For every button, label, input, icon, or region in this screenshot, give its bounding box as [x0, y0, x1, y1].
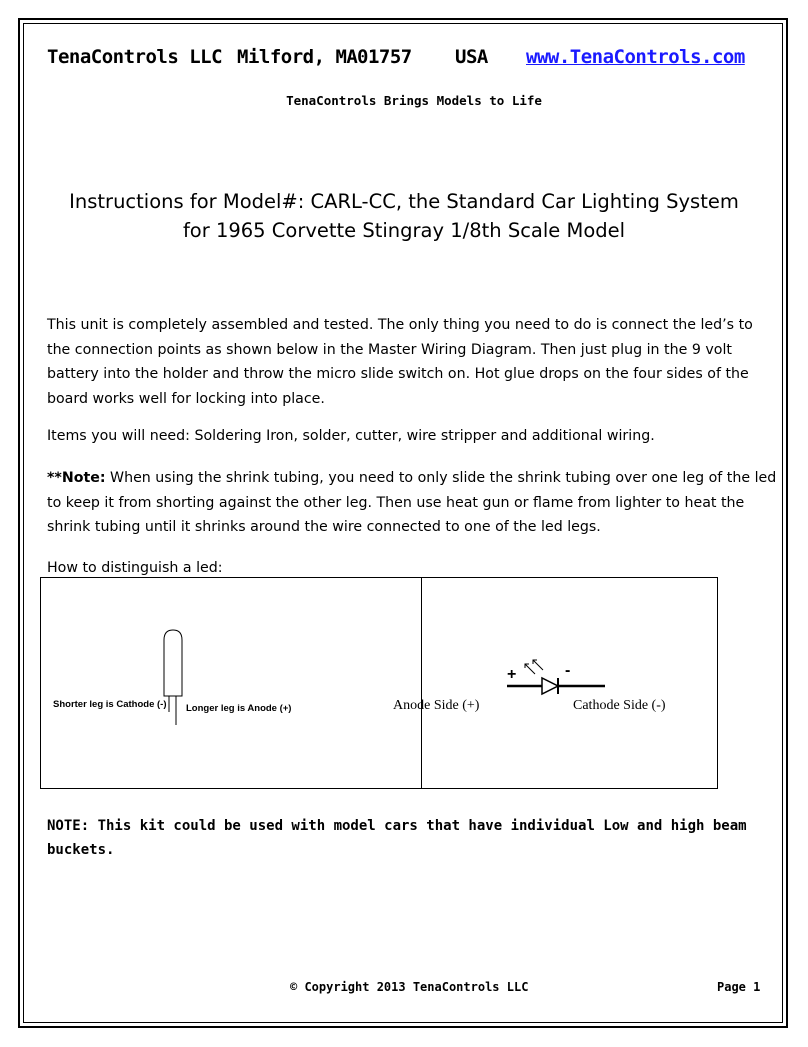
led-diagram [40, 577, 718, 789]
company-country: USA [455, 46, 488, 68]
longer-leg-label: Longer leg is Anode (+) [186, 703, 292, 714]
page-number: Page 1 [717, 980, 761, 994]
minus-symbol: - [565, 662, 571, 679]
distinguish-heading: How to distinguish a led: [47, 560, 223, 576]
intro-paragraph: This unit is completely assembled and tested. The only thing you need to do is connect the led’s to the connection points as shown below in the Master Wiring Diagram. Then just plug in the 9 volt battery into the holder and throw the micro slide switch on. Hot glue drops on the four sides of the board works well for locking into place. [47, 317, 753, 407]
company-location: Milford, MA [237, 46, 358, 68]
shrink-tubing-note [47, 466, 777, 540]
company-zip: 01757 [357, 46, 412, 68]
copyright: © Copyright 2013 TenaControls LLC [290, 980, 529, 994]
note-label: **Note: [47, 470, 106, 486]
website-link[interactable]: www.TenaControls.com [526, 46, 745, 68]
company-name: TenaControls LLC [47, 46, 223, 68]
title-line-2: for 1965 Corvette Stingray 1/8th Scale Model [182, 219, 626, 242]
anode-side-label: Anode Side (+) [393, 698, 480, 713]
plus-symbol: + [507, 666, 517, 683]
led-diagram-divider [421, 578, 422, 788]
note-text: When using the shrink tubing, you need to only slide the shrink tubing over one leg of the led to keep it from shorting against the other leg. Then use heat gun or flame from lighter to heat the shrink tubing until it shrinks around the wire connected to one of the led legs. [47, 470, 777, 535]
page-title [40, 187, 768, 245]
title-line-1: Instructions for Model#: CARL-CC, the Standard Car Lighting System [69, 190, 739, 213]
cathode-side-label: Cathode Side (-) [573, 698, 666, 713]
shorter-leg-label: Shorter leg is Cathode (-) [53, 699, 167, 710]
tagline: TenaControls Brings Models to Life [286, 93, 542, 108]
model-car-note: NOTE: This kit could be used with model cars that have individual Low and high beam buckets. [47, 818, 747, 858]
items-needed-paragraph: Items you will need: Soldering Iron, solder, cutter, wire stripper and additional wiring. [47, 428, 655, 444]
